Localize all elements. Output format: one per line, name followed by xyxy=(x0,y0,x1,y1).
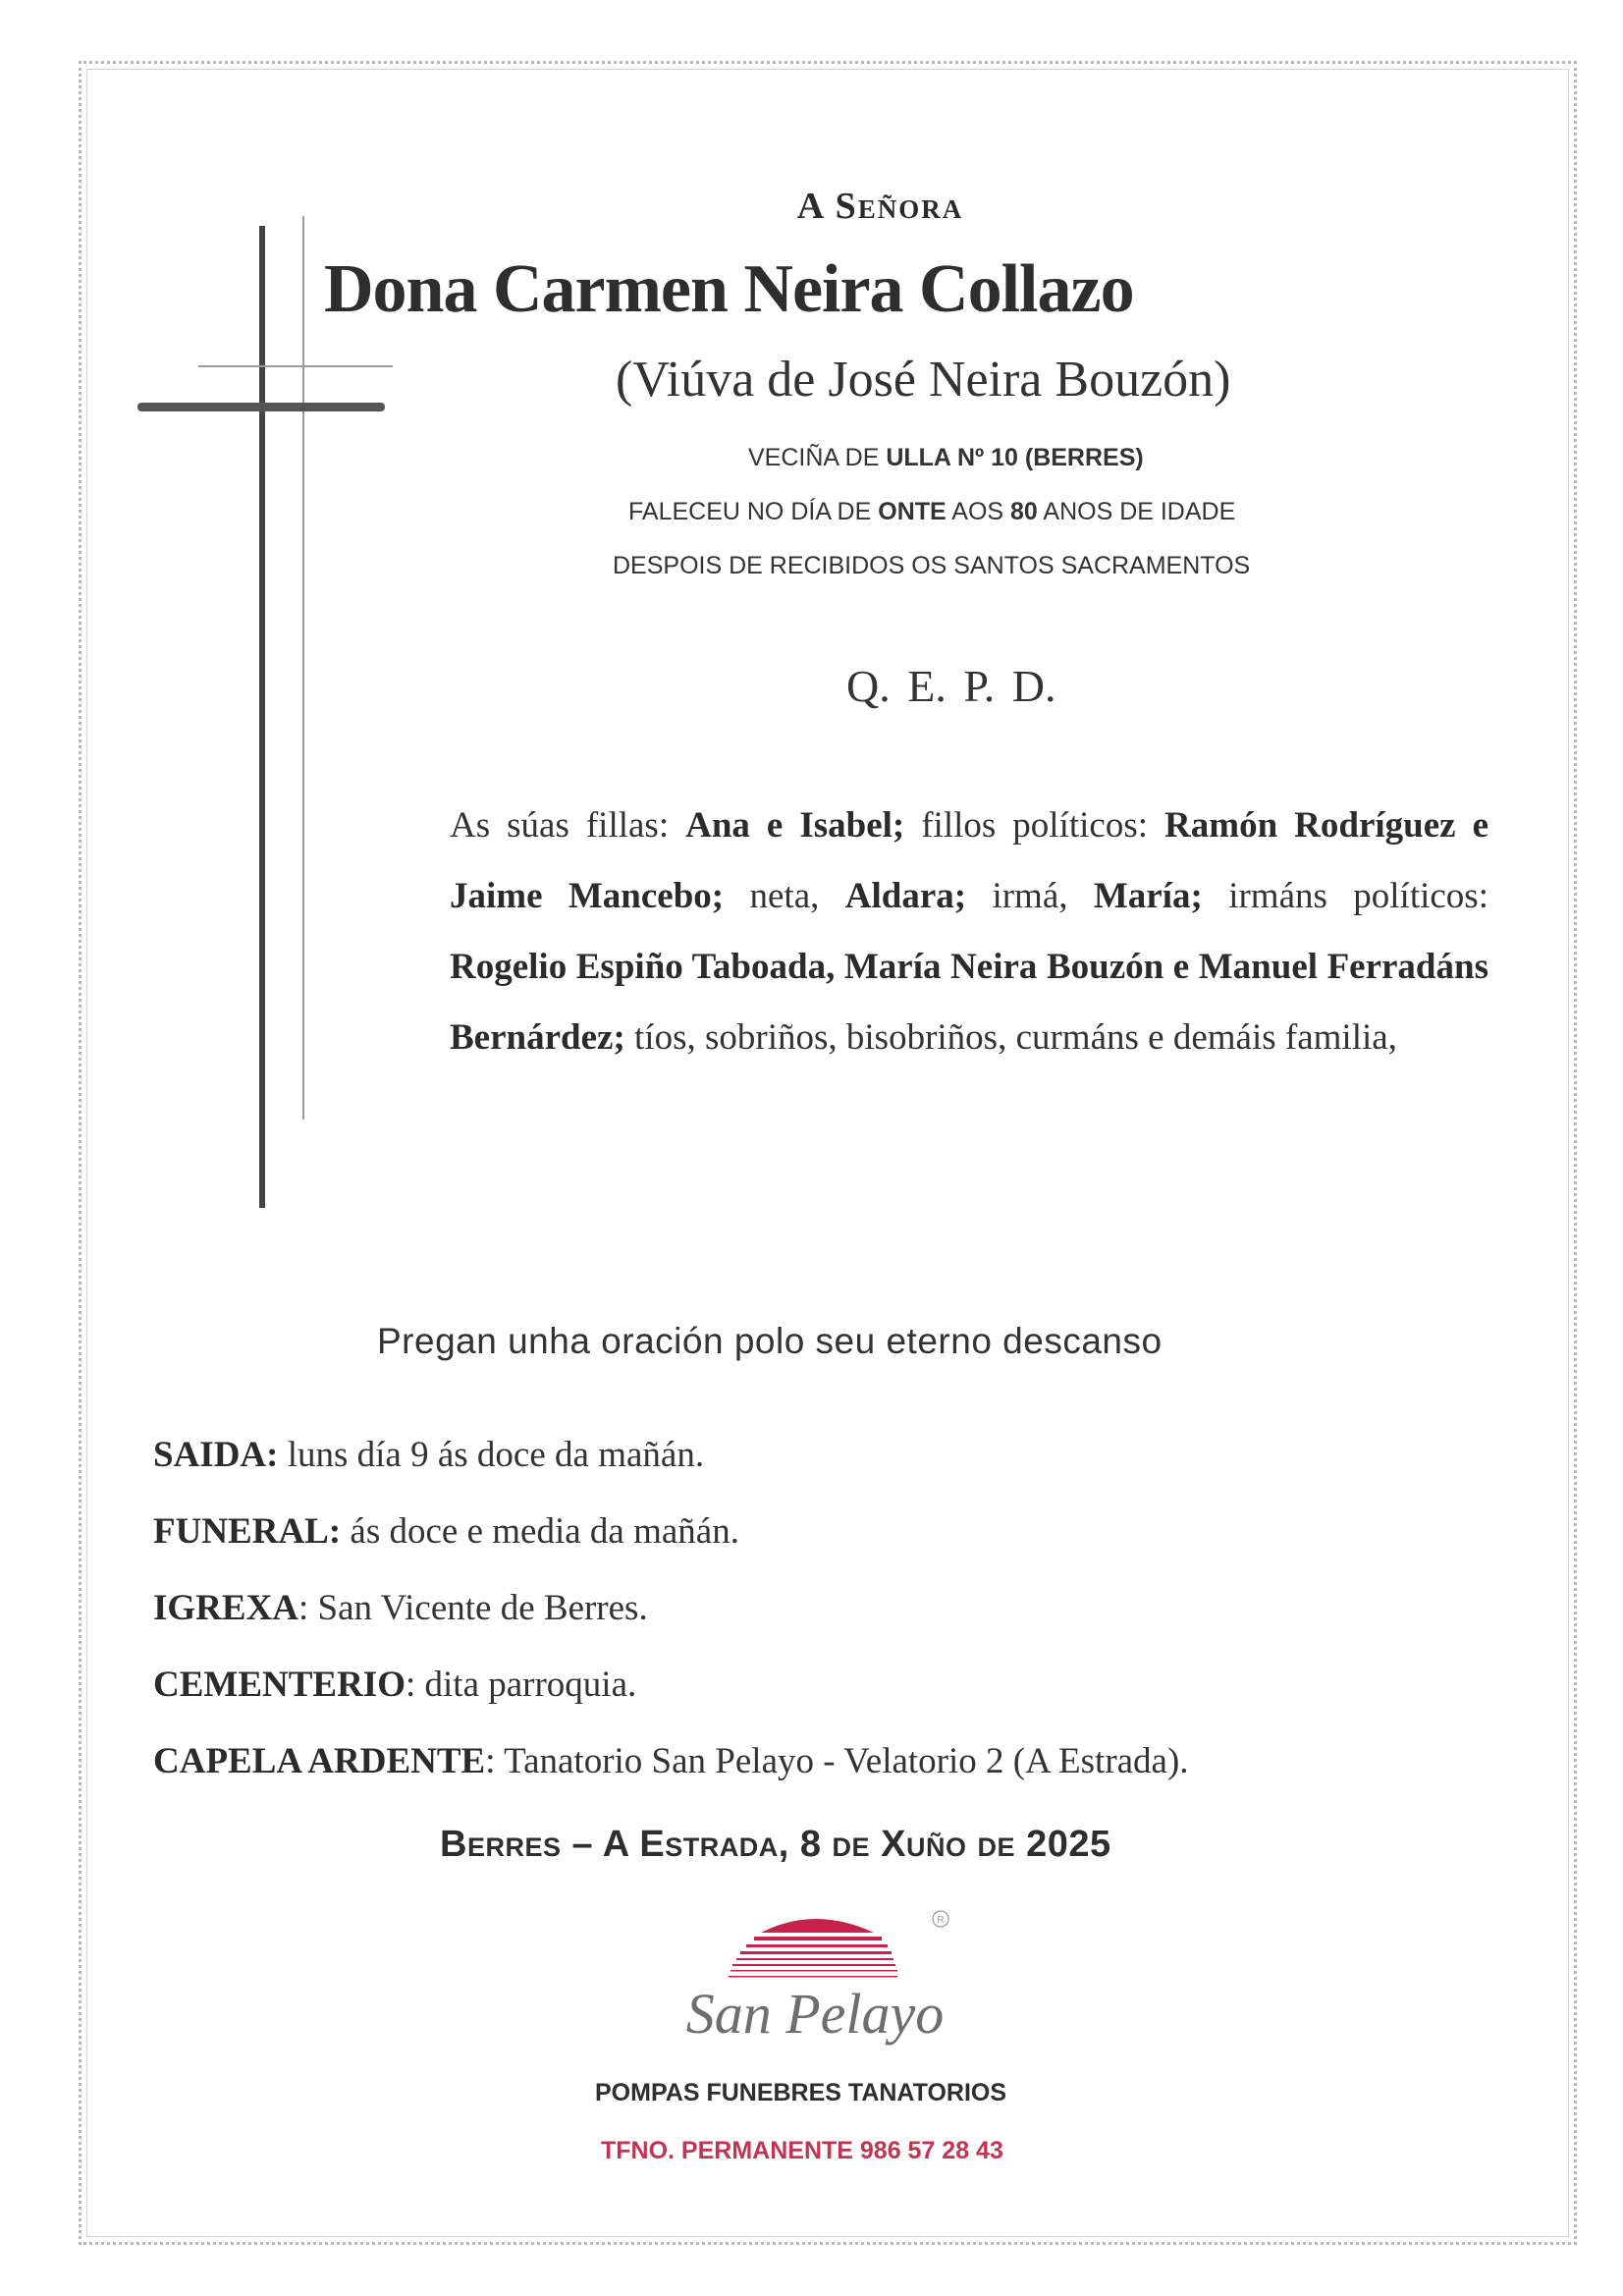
san-pelayo-logo xyxy=(668,1895,962,2092)
deceased-name: Dona Carmen Neira Collazo xyxy=(324,251,1134,327)
family-paragraph: As súas fillas: Ana e Isabel; fillos políticos: Ramón Rodríguez e Jaime Mancebo; neta, Aldara; irmá, María; irmáns políticos: Rogelio Espiño Taboada, María Neira Bouzón e Manuel Ferradáns Bernárdez; tíos, sobriños, bisobriños, curmáns e demáis familia, xyxy=(450,805,1488,1058)
spouse-line: (Viúva de José Neira Bouzón) xyxy=(616,352,1231,408)
place-date: Berres – A Estrada, 8 de Xuño de 2025 xyxy=(440,1824,1111,1865)
logo-wordmark: San Pelayo xyxy=(685,1982,945,2046)
phone-number: TFNO. PERMANENTE 986 57 28 43 xyxy=(601,2137,1003,2164)
residence-line: VECIÑA DE ULLA Nº 10 (BERRES) xyxy=(748,444,1144,471)
detail-row: SAIDA: luns día 9 ás doce da mañán. xyxy=(153,1435,705,1475)
detail-row: FUNERAL: ás doce e media da mañán. xyxy=(153,1511,739,1552)
death-line: FALECEU NO DÍA DE ONTE AOS 80 ANOS DE IDADE xyxy=(628,498,1236,525)
detail-row: CEMENTERIO: dita parroquia. xyxy=(153,1665,637,1705)
qepd: Q. E. P. D. xyxy=(846,661,1056,711)
sacraments-line: DESPOIS DE RECIBIDOS OS SANTOS SACRAMENTOS xyxy=(613,552,1251,579)
service-details xyxy=(153,1417,1189,1800)
detail-row: IGREXA: San Vicente de Berres. xyxy=(153,1588,648,1628)
prayer-request: Pregan unha oración polo seu eterno descanso xyxy=(377,1321,1163,1361)
title-salutation: A Señora xyxy=(796,186,964,227)
detail-row: CAPELA ARDENTE: Tanatorio San Pelayo - Velatorio 2 (A Estrada). xyxy=(153,1741,1189,1781)
company-tagline: POMPAS FUNEBRES TANATORIOS xyxy=(595,2079,1007,2106)
registered-mark: R xyxy=(937,1915,945,1926)
